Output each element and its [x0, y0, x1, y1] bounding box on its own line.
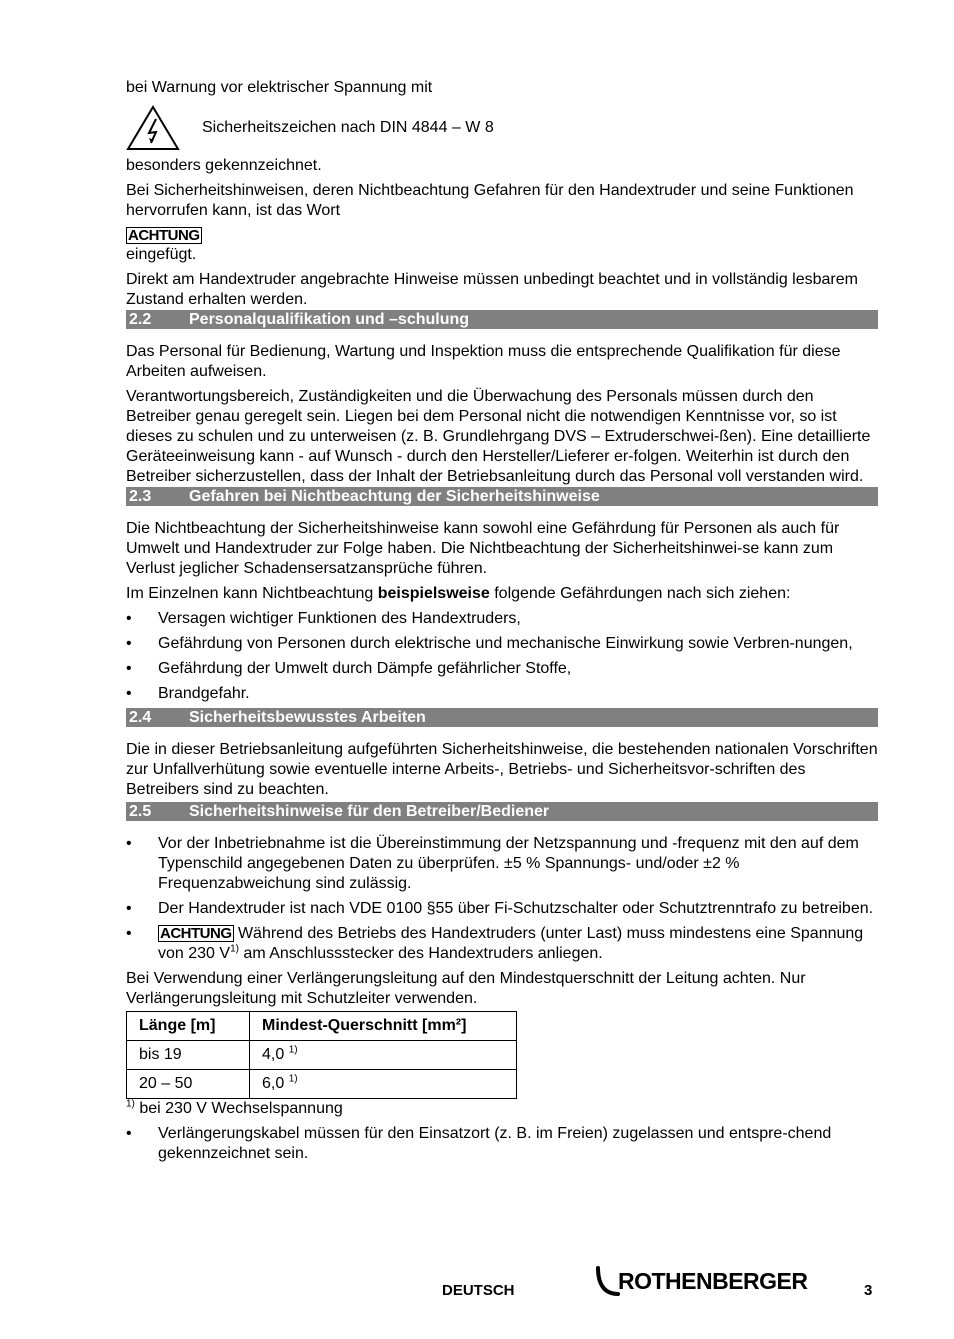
- text: Während des Betriebs des Handextruders (unter Last) muss mindestens eine Spannung von 230 V: [158, 925, 864, 962]
- list-item: • Der Handextruder ist nach VDE 0100 §55 über Fi-Schutzschalter oder Schutztrenntrafo zu betreiben.: [126, 899, 878, 919]
- table-header: Mindest-Querschnitt [mm²]: [250, 1012, 517, 1041]
- paragraph: Das Personal für Bedienung, Wartung und Inspektion muss die entsprechende Qualifikation für diese Arbeiten aufweisen.: [126, 343, 841, 380]
- footnote-ref: 1): [230, 943, 239, 955]
- footnote-ref: 1): [288, 1073, 298, 1085]
- text: am Anschlussstecker des Handextruders anliegen.: [238, 945, 603, 962]
- section-heading-2-2: [126, 310, 878, 329]
- list-item: • Verlängerungskabel müssen für den Einsatzort (z. B. im Freien) zugelassen und entspre-chend gekennzeichnet sein.: [126, 1124, 878, 1164]
- section-number: 2.5: [129, 803, 152, 820]
- page-footer: [0, 1263, 954, 1303]
- table-row: [127, 1041, 517, 1070]
- section-heading-2-3: [126, 487, 878, 506]
- electric-hazard-icon: [126, 105, 180, 151]
- section-number: 2.4: [129, 709, 152, 726]
- intro-line: bei Warnung vor elektrischer Spannung mit: [126, 79, 433, 96]
- table-cell: [250, 1041, 517, 1070]
- section-title: Sicherheitshinweise für den Betreiber/Bediener: [189, 803, 550, 820]
- operator-safety-list: [126, 834, 878, 964]
- paragraph: [126, 584, 878, 604]
- table-footnote: [126, 1099, 878, 1119]
- section-title: Sicherheitsbewusstes Arbeiten: [189, 709, 426, 726]
- paragraph: Die Nichtbeachtung der Sicherheitshinweise kann sowohl eine Gefährdung für Personen als auch für Umwelt und Handextruder zur Folge haben. Die Nichtbeachtung der Sicherheitshinwei-se kann zum Verlust jeglicher Schadensersatzansprüche führen.: [126, 520, 840, 577]
- intro-line: besonders gekennzeichnet.: [126, 157, 322, 174]
- section-number: 2.2: [129, 311, 152, 328]
- page-content: [126, 78, 878, 1169]
- warning-sign-row: [126, 103, 878, 153]
- cable-list: [126, 1124, 878, 1164]
- text: Im Einzelnen kann Nichtbeachtung: [126, 585, 378, 602]
- page-number: 3: [864, 1282, 873, 1299]
- paragraph: Bei Verwendung einer Verlängerungsleitung auf den Mindestquerschnitt der Leitung achten. Nur Verlängerungsleitung mit Schutzleiter verwenden.: [126, 970, 806, 1007]
- achtung-label: ACHTUNG: [128, 227, 200, 244]
- list-item: [126, 924, 878, 964]
- brand-name: ROTHENBERGER: [618, 1267, 808, 1294]
- table-row: [127, 1070, 517, 1099]
- section-title: Personalqualifikation und –schulung: [189, 311, 470, 328]
- hazard-list: [126, 609, 878, 704]
- table-header-row: [127, 1012, 517, 1041]
- table-cell: [250, 1070, 517, 1099]
- list-item: • Versagen wichtiger Funktionen des Handextruders,: [126, 609, 878, 629]
- achtung-label: ACHTUNG: [160, 925, 232, 942]
- text: folgende Gefährdungen nach sich ziehen:: [489, 585, 791, 602]
- table-cell: 20 – 50: [127, 1070, 250, 1099]
- table-header: Länge [m]: [127, 1012, 250, 1041]
- sign-caption: Sicherheitszeichen nach DIN 4844 – W 8: [202, 119, 494, 136]
- intro-line: Bei Sicherheitshinweisen, deren Nichtbeachtung Gefahren für den Handextruder und seine Funktionen hervorrufen kann, ist das Wort: [126, 182, 854, 219]
- section-heading-2-5: [126, 802, 878, 821]
- footnote-ref: 1): [126, 1098, 135, 1110]
- intro-line: eingefügt.: [126, 246, 197, 263]
- list-item: • Gefährdung der Umwelt durch Dämpfe gefährlicher Stoffe,: [126, 659, 878, 679]
- text: bei 230 V Wechselspannung: [134, 1100, 343, 1117]
- cable-length-table: [126, 1011, 517, 1099]
- intro-line: Direkt am Handextruder angebrachte Hinweise müssen unbedingt beachtet und in vollständig lesbarem Zustand erhalten werden.: [126, 271, 858, 308]
- list-item: • Brandgefahr.: [126, 684, 878, 704]
- text: 4,0: [262, 1046, 285, 1063]
- table-cell: bis 19: [127, 1041, 250, 1070]
- brand-logo: [594, 1263, 808, 1299]
- paragraph: Verantwortungsbereich, Zuständigkeiten und die Überwachung des Personals müssen durch den Betreiber genau geregelt sein. Liegen bei dem Personal nicht die notwendigen Kenntnisse vor, so ist dieses zu schulen und zu unterweisen (z. B. Grundlehrgang DVS – Extruderschwei-ßen). Eine detaillierte Geräteeinweisung kann - auf Wunsch - durch den Hersteller/Lieferer er-folgen. Weiterhin ist durch den Betreiber sicherzustellen, dass der Inhalt der Betriebsanleitung durch das Personal voll verstanden wird.: [126, 388, 871, 485]
- section-number: 2.3: [129, 488, 152, 505]
- section-heading-2-4: [126, 708, 878, 727]
- section-title: Gefahren bei Nichtbeachtung der Sicherheitshinweise: [189, 488, 600, 505]
- paragraph: Die in dieser Betriebsanleitung aufgeführten Sicherheitshinweise, die bestehenden nationalen Vorschriften zur Unfallverhütung sowie eventuelle interne Arbeits-, Betriebs- und Sicherheitsvor-schriften des Betreibers sind zu beachten.: [126, 741, 878, 798]
- list-item: • Gefährdung von Personen durch elektrische und mechanische Einwirkung sowie Verbren-nungen,: [126, 634, 878, 654]
- language-label: DEUTSCH: [442, 1282, 515, 1299]
- text: 6,0: [262, 1075, 285, 1092]
- footnote-ref: 1): [288, 1044, 298, 1056]
- achtung-label-line: [126, 227, 878, 245]
- bold-text: beispielsweise: [377, 585, 490, 602]
- list-item: • Vor der Inbetriebnahme ist die Übereinstimmung der Netzspannung und -frequenz mit den auf dem Typenschild angegebenen Daten zu überprüfen. ±5 % Spannungs- und/oder ±2 % Frequenzabweichung sind zulässig.: [126, 834, 878, 894]
